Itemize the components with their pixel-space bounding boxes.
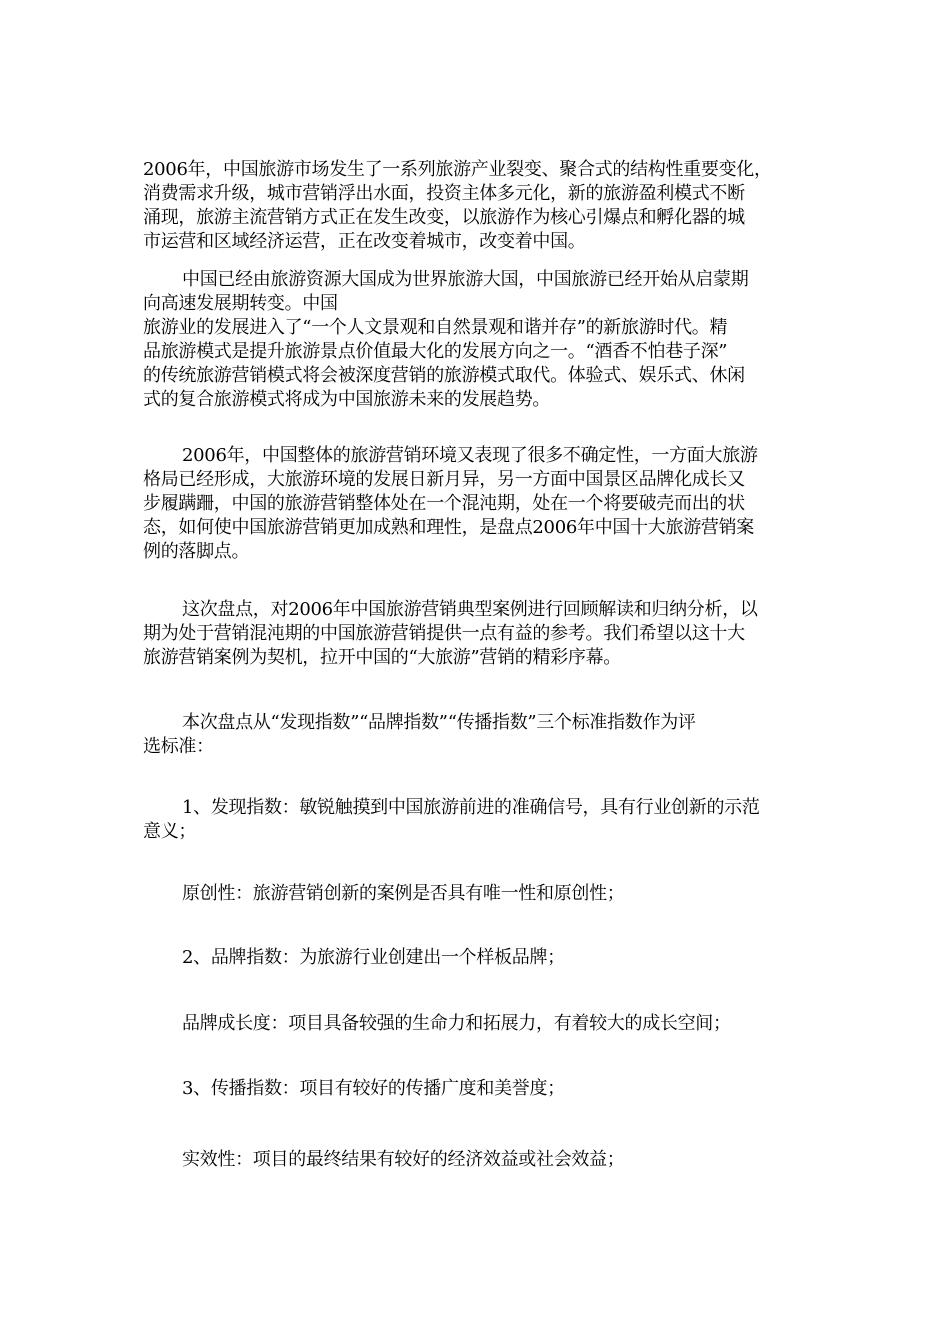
text-line: 涌现，旅游主流营销方式正在发生改变，以旅游作为核心引爆点和孵化器的城 <box>143 207 745 228</box>
paragraph-p4 <box>143 598 808 670</box>
text-line: 原创性：旅游营销创新的案例是否具有唯一性和原创性； <box>182 883 625 904</box>
text-line: 本次盘点从“发现指数”“品牌指数”“传播指数”三个标准指数作为评 <box>182 712 696 733</box>
text-line: 品牌成长度：项目具备较强的生命力和拓展力，有着较大的成长空间； <box>182 1013 731 1034</box>
text-line: 的传统旅游营销模式将会被深度营销的旅游模式取代。体验式、娱乐式、休闲 <box>143 365 745 386</box>
text-line: 实效性：项目的最终结果有较好的经济效益或社会效益； <box>182 1149 625 1170</box>
paragraph-p11 <box>143 1148 808 1172</box>
text-line: 品旅游模式是提升旅游景点价值最大化的发展方向之一。“酒香不怕巷子深” <box>143 341 728 362</box>
text-line: 态，如何使中国旅游营销更加成熟和理性，是盘点2006年中国十大旅游营销案 <box>143 517 755 538</box>
paragraph-intro <box>143 158 808 254</box>
paragraph-p10 <box>143 1077 808 1101</box>
text-line: 式的复合旅游模式将成为中国旅游未来的发展趋势。 <box>143 389 551 410</box>
text-line: 选标准： <box>143 736 214 757</box>
text-line: 消费需求升级，城市营销浮出水面，投资主体多元化，新的旅游盈利模式不断 <box>143 183 745 204</box>
paragraph-p8 <box>143 946 808 970</box>
text-line: 例的落脚点。 <box>143 541 250 562</box>
text-line: 市运营和区域经济运营，正在改变着城市，改变着中国。 <box>143 231 586 252</box>
paragraph-p2 <box>143 268 808 412</box>
document-page <box>143 0 808 1344</box>
paragraph-p6 <box>143 796 808 844</box>
text-line: 1、发现指数：敏锐触摸到中国旅游前进的准确信号，具有行业创新的示范 <box>182 797 760 818</box>
text-line: 旅游业的发展进入了“一个人文景观和自然景观和谐并存”的新旅游时代。精 <box>143 317 728 338</box>
text-line: 2006年，中国旅游市场发生了一系列旅游产业裂变、聚合式的结构性重要变化， <box>143 159 772 180</box>
text-line: 这次盘点，对2006年中国旅游营销典型案例进行回顾解读和归纳分析，以 <box>182 599 758 620</box>
text-line: 向高速发展期转变。中国 <box>143 293 338 314</box>
paragraph-p7 <box>143 882 808 906</box>
text-line: 2006年，中国整体的旅游营销环境又表现了很多不确定性，一方面大旅游 <box>182 445 758 466</box>
text-line: 期为处于营销混沌期的中国旅游营销提供一点有益的参考。我们希望以这十大 <box>143 623 745 644</box>
paragraph-p5 <box>143 711 808 759</box>
text-line: 2、品牌指数：为旅游行业创建出一个样板品牌； <box>182 947 565 968</box>
paragraph-p3 <box>143 444 808 564</box>
text-line: 格局已经形成，大旅游环境的发展日新月异，另一方面中国景区品牌化成长又 <box>143 469 745 490</box>
text-line: 旅游营销案例为契机，拉开中国的“大旅游”营销的精彩序幕。 <box>143 647 622 668</box>
paragraph-p9 <box>143 1012 808 1036</box>
text-line: 步履蹒跚，中国的旅游营销整体处在一个混沌期，处在一个将要破壳而出的状 <box>143 493 745 514</box>
text-line: 中国已经由旅游资源大国成为世界旅游大国，中国旅游已经开始从启蒙期 <box>182 269 749 290</box>
text-line: 3、传播指数：项目有较好的传播广度和美誉度； <box>182 1078 565 1099</box>
text-line: 意义； <box>143 821 197 842</box>
